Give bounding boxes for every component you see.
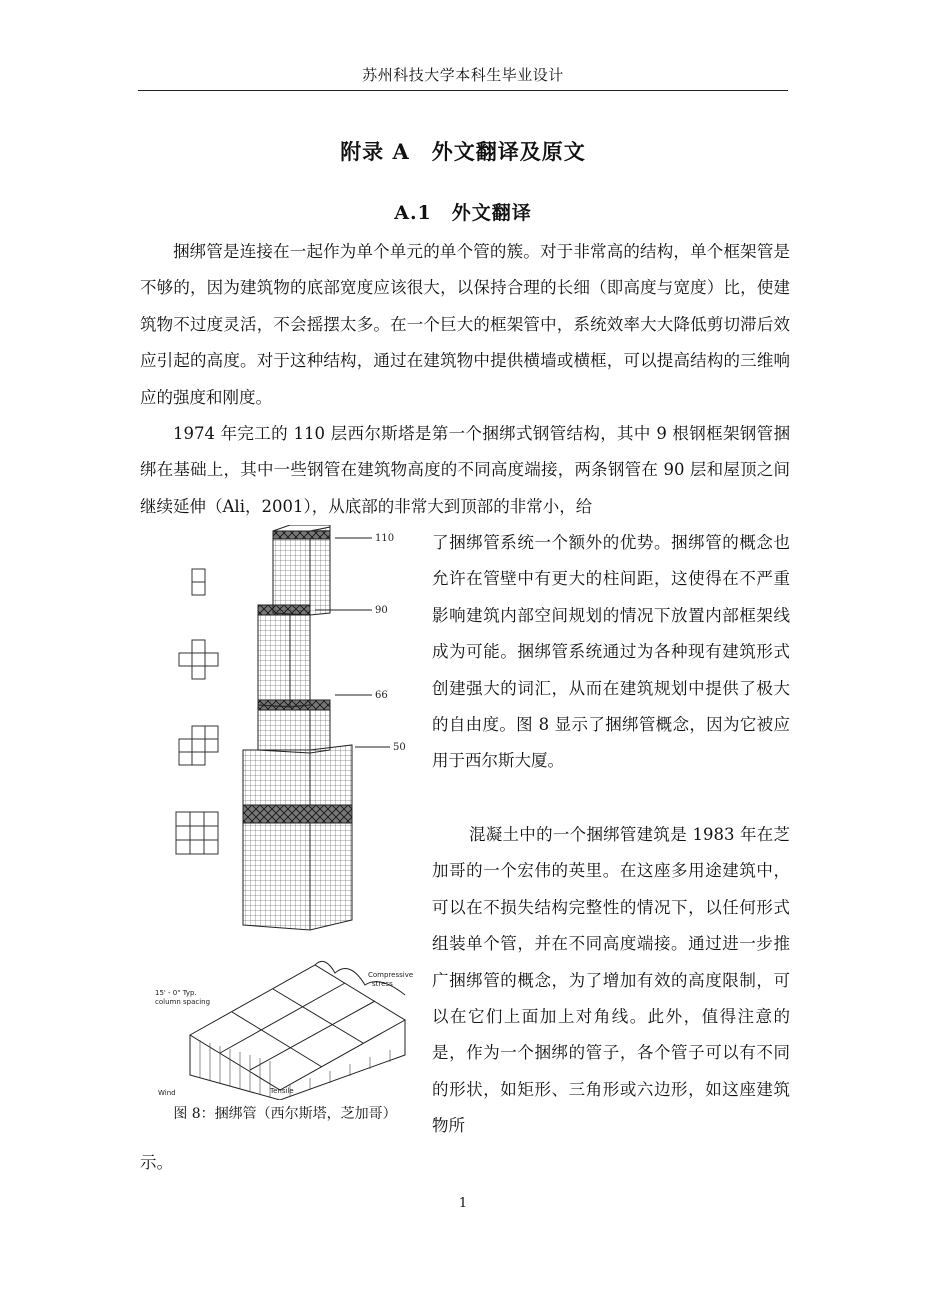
compressive-label: Compressive: [368, 971, 414, 979]
tower-drawing: [140, 525, 425, 955]
plan-diagram-2: [179, 640, 218, 679]
page-header: [138, 64, 788, 91]
paragraph-3-end: 示。: [140, 1153, 173, 1172]
wind-label: Wind: [158, 1089, 176, 1097]
floor-label-90: 90: [375, 605, 388, 616]
page-number: 1: [458, 1196, 468, 1211]
section-subtitle: A.1 外文翻译: [394, 202, 532, 224]
stress-diagram: [150, 955, 420, 1100]
appendix-title: 附录 A 外文翻译及原文: [340, 139, 586, 164]
tower-elevation: [243, 525, 352, 930]
floor-label-110: 110: [375, 533, 395, 544]
figure-caption: 图 8：捆绑管（西尔斯塔，芝加哥）: [173, 1106, 397, 1122]
compressive-label-2: stress: [372, 980, 393, 988]
paragraph-1: 捆绑管是连接在一起作为单个单元的单个管的簇。对于非常高的结构，单个框架管是不够的，因为建筑物的底部宽度应该很大，以保持合理的长细（即高度与宽度）比，使建筑物不过度灵活，不会摇摆太多。在一个巨大的框架管中，系统效率大大降低剪切滞后效应引起的高度。对于这种结构，通过在建筑物中提供横墙或横框，可以提高结构的三维响应的强度和刚度。: [140, 242, 790, 407]
paragraph-2: 1974 年完工的 110 层西尔斯塔是第一个捆绑式钢管结构，其中 9 根钢框架钢管捆绑在基础上，其中一些钢管在建筑物高度的不同高度端接，两条钢管在 90 层和屋顶之间继续延伸（Ali，2001），从底部的非常大到顶部的非常小，给: [140, 424, 790, 516]
floor-label-50: 50: [393, 742, 406, 753]
paragraph-2-continued: 了捆绑管系统一个额外的优势。捆绑管的概念也允许在管壁中有更大的柱间距，这使得在不严重影响建筑内部空间规划的情况下放置内部框架线成为可能。捆绑管系统通过为各种现有建筑形式创建强大的词汇，从而在建筑规划中提供了极大的自由度。图 8 显示了捆绑管概念，因为它被应用于西尔斯大厦。: [432, 533, 790, 771]
shear-lag-plan-figure: [150, 955, 420, 1100]
floor-label-66: 66: [375, 690, 388, 701]
paragraph-3: 混凝土中的一个捆绑管建筑是 1983 年在芝加哥的一个宏伟的英里。在这座多用途建筑中，可以在不损失结构完整性的情况下，以任何形式组装单个管，并在不同高度端接。通过进一步推广捆绑管的概念，为了增加有效的高度限制，可以在它们上面加上对角线。此外，值得注意的是，作为一个捆绑的管子，各个管子可以有不同的形状，如矩形、三角形或六边形，如这座建筑物所: [432, 825, 790, 1136]
tensile-label: Tensile: [270, 1087, 294, 1095]
plan-diagram-3: [179, 726, 218, 765]
sears-tower-figure: [140, 525, 425, 955]
spacing-label: 15' - 0" Typ.: [155, 989, 197, 997]
header-text: 苏州科技大学本科生毕业设计: [362, 66, 564, 84]
spacing-label-2: column spacing: [155, 998, 211, 1006]
plan-diagram-1: [192, 569, 205, 595]
plan-diagram-4: [176, 812, 218, 854]
